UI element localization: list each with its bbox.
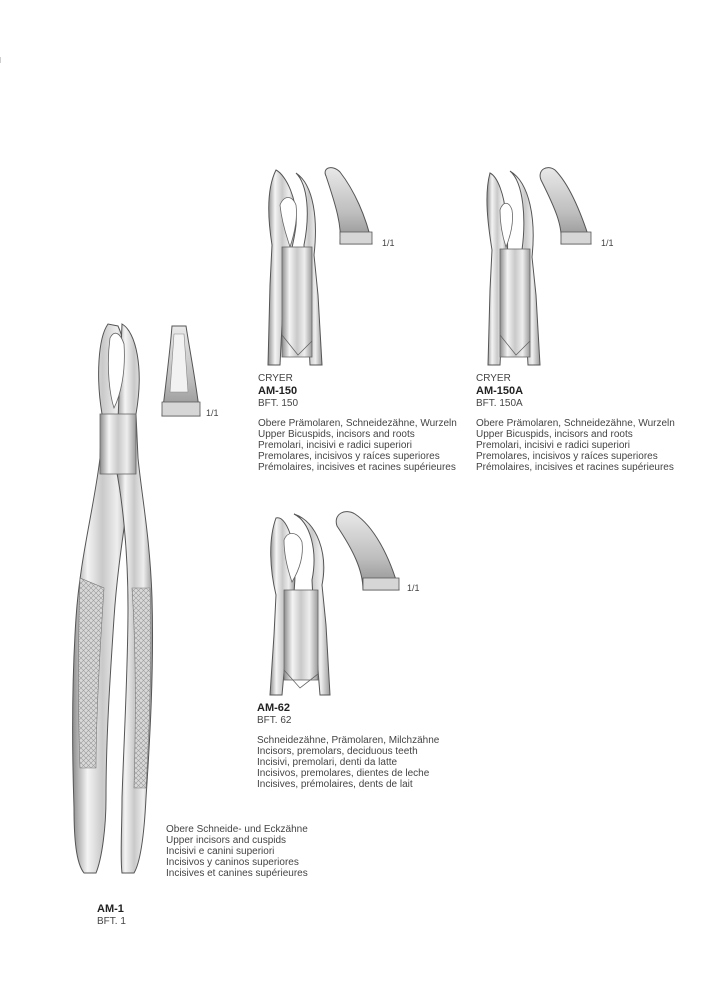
am62-code: AM-62 xyxy=(257,702,291,714)
am1-scale-label: 1/1 xyxy=(206,408,219,418)
am1-uses xyxy=(166,824,308,879)
am150-forceps-illustration xyxy=(258,165,328,370)
am150-use-fr: Prémolaires, incisives et racines supérieures xyxy=(258,462,456,473)
am150a-code: AM-150A xyxy=(476,385,524,397)
am1-use-en: Upper incisors and cuspids xyxy=(166,835,287,846)
am150a-uses xyxy=(476,418,675,473)
am62-use-de: Schneidezähne, Prämolaren, Milchzähne xyxy=(257,735,440,746)
am62-use-en: Incisors, premolars, deciduous teeth xyxy=(257,746,418,757)
am150a-use-en: Upper Bicuspids, incisors and roots xyxy=(476,429,633,440)
am62-use-it: Incisivi, premolari, denti da latte xyxy=(257,757,398,768)
am150-uses xyxy=(258,418,457,473)
am150-use-it: Premolari, incisivi e radici superiori xyxy=(258,440,412,451)
am62-use-es: Incisivos, premolares, dientes de leche xyxy=(257,768,430,779)
am150a-use-de: Obere Prämolaren, Schneidezähne, Wurzeln xyxy=(476,418,675,429)
am150a-use-it: Premolari, incisivi e radici superiori xyxy=(476,440,630,451)
am62-uses xyxy=(257,735,439,790)
am1-use-de: Obere Schneide- und Eckzähne xyxy=(166,824,308,835)
am1-code: AM-1 xyxy=(97,903,124,915)
am150-bft: BFT. 150 xyxy=(258,398,299,409)
am150a-beak-detail xyxy=(537,166,599,248)
am1-bft: BFT. 1 xyxy=(97,916,126,927)
am150-use-es: Premolares, incisivos y raíces superiores xyxy=(258,451,440,462)
am150-code: AM-150 xyxy=(258,385,298,397)
am1-forceps-illustration xyxy=(66,318,166,883)
am62-use-fr: Incisives, prémolaires, dents de lait xyxy=(257,779,413,790)
am150a-forceps-illustration xyxy=(476,165,546,370)
am62-forceps-illustration xyxy=(262,510,332,700)
am1-use-fr: Incisives et canines supérieures xyxy=(166,868,308,879)
am62-scale-label: 1/1 xyxy=(407,583,420,593)
am1-beak-detail xyxy=(158,322,204,418)
am150-scale-label: 1/1 xyxy=(382,238,395,248)
am1-use-es: Incisivos y caninos superiores xyxy=(166,857,299,868)
am150-use-en: Upper Bicuspids, incisors and roots xyxy=(258,429,415,440)
am150a-bft: BFT. 150A xyxy=(476,398,523,409)
am62-bft: BFT. 62 xyxy=(257,715,292,726)
am150a-use-fr: Prémolaires, incisives et racines supérieures xyxy=(476,462,674,473)
am62-beak-detail xyxy=(333,510,405,594)
am150a-brand: CRYER xyxy=(476,373,511,384)
page-edge-mark xyxy=(0,57,1,63)
am150-beak-detail xyxy=(320,166,380,248)
am150-brand: CRYER xyxy=(258,373,293,384)
am150a-scale-label: 1/1 xyxy=(601,238,614,248)
am150a-use-es: Premolares, incisivos y raíces superiores xyxy=(476,451,658,462)
am1-use-it: Incisivi e canini superiori xyxy=(166,846,275,857)
am150-use-de: Obere Prämolaren, Schneidezähne, Wurzeln xyxy=(258,418,457,429)
